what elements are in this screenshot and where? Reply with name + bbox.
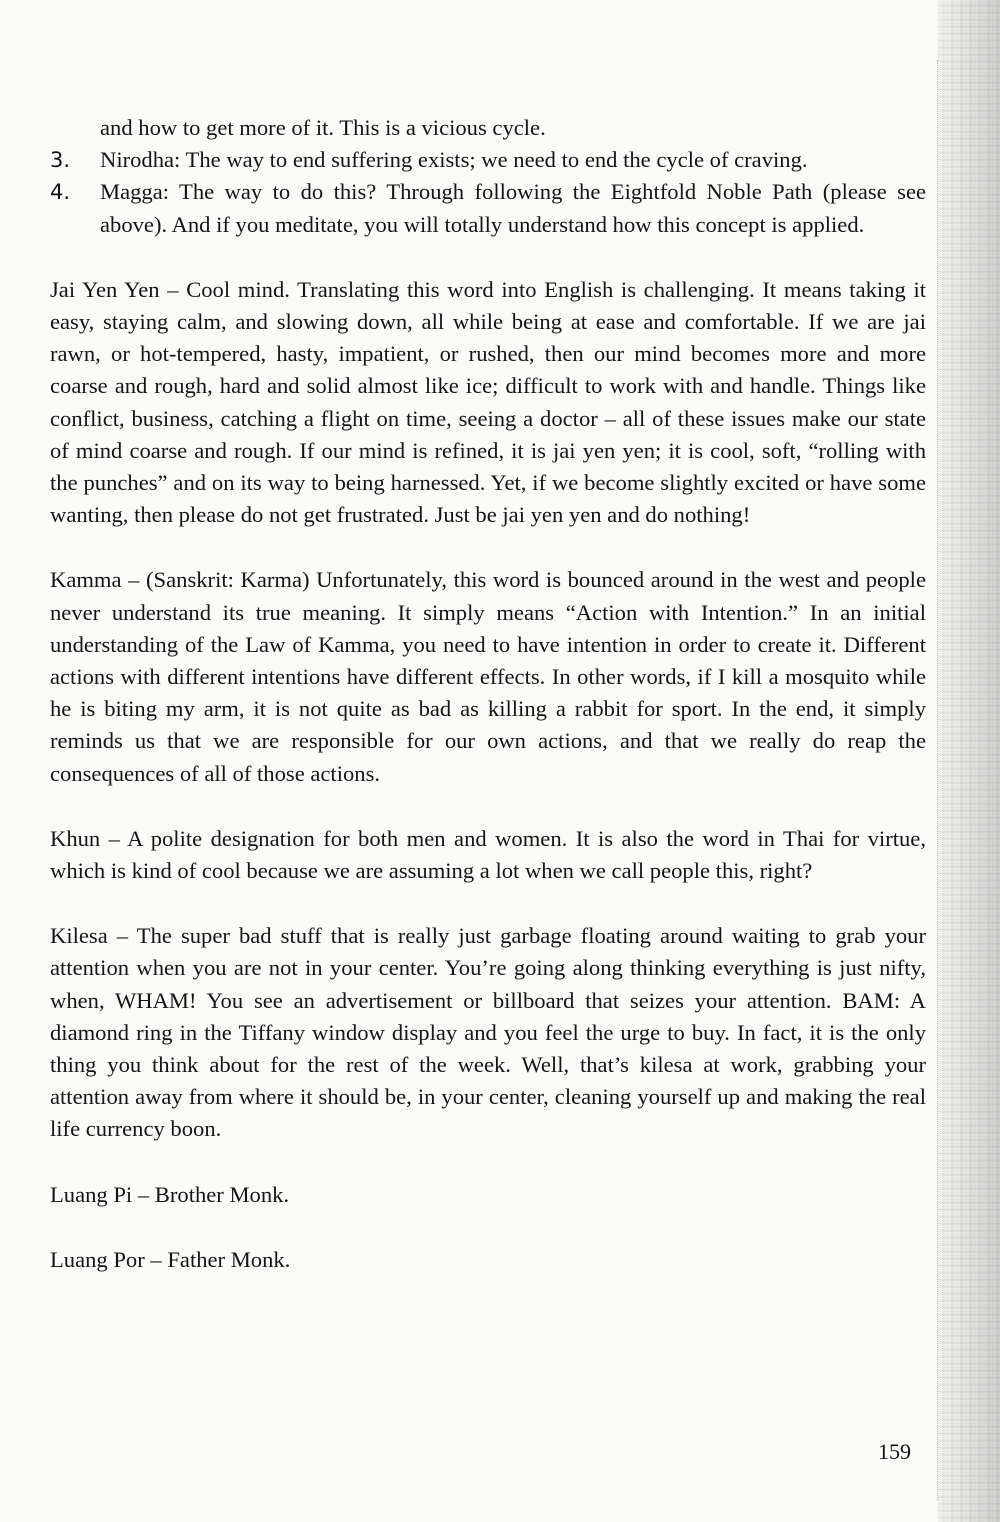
entry-kilesa: Kilesa – The super bad stuff that is really just garbage floating around waiting to grab your attention when you are not in your center. You’re going along thinking everything is just nifty, when, WHAM! You see an advertisement or billboard that seizes your attention. BAM: A diamond ring in the Tiffany window display and you feel the urge to buy. In fact, it is the only thing you think about for the rest of the week. Well, that’s kilesa at work, grabbing your attention away from where it should be, in your center, cleaning yourself up and making the real life currency boon.: [50, 923, 926, 1142]
list-item-text: Magga: The way to do this? Through following the Eightfold Noble Path (please see above). And if you meditate, you will totally understand how this concept is applied.: [100, 179, 926, 237]
entry-jai-yen-yen: Jai Yen Yen – Cool mind. Translating this word into English is challenging. It means taking it easy, staying calm, and slowing down, all while being at ease and comfortable. If we are jai rawn, or hot-tempered, hasty, impatient, or rushed, then our mind becomes more and more coarse and rough, hard and solid almost like ice; difficult to work with and handle. Things like conflict, business, catching a flight on time, seeing a doctor – all of these issues make our state of mind coarse and rough. If our mind is refined, it is jai yen yen; it is cool, soft, “rolling with the punches” and on its way to being harnessed. Yet, if we become slightly excited or have some wanting, then please do not get frustrated. Just be jai yen yen and do nothing!: [50, 276, 926, 528]
page-number: 159: [878, 1439, 911, 1464]
list-item-number: 4.: [50, 180, 71, 205]
entry-luang-por: Luang Por – Father Monk.: [50, 1246, 291, 1272]
entry-luang-pi: Luang Pi – Brother Monk.: [50, 1181, 290, 1207]
entry-kamma: Kamma – (Sanskrit: Karma) Unfortunately, this word is bounced around in the west and people never understand its true meaning. It simply means “Action with Intention.” In an initial understanding of the Law of Kamma, you need to have intention in order to create it. Different actions with different intentions have different effects. In other words, if I kill a mosquito while he is biting my arm, it is not quite as bad as killing a rabbit for sport. In the end, it simply reminds us that we are responsible for our own actions, and that we really do reap the consequences of all of those actions.: [50, 567, 926, 786]
page-body: [50, 112, 926, 1276]
entry-khun: Khun – A polite designation for both men and women. It is also the word in Thai for virtue, which is kind of cool because we are assuming a lot when we call people this, right?: [50, 825, 926, 884]
scan-edge: [938, 0, 1000, 1522]
list-item-4: [50, 176, 926, 240]
list-item-text: Nirodha: The way to end suffering exists; we need to end the cycle of craving.: [100, 147, 808, 173]
list-continuation: and how to get more of it. This is a vicious cycle.: [100, 115, 546, 140]
scan-edge-line: [937, 60, 939, 1500]
list-item-number: 3.: [50, 148, 71, 173]
list-item-3: [50, 144, 926, 176]
